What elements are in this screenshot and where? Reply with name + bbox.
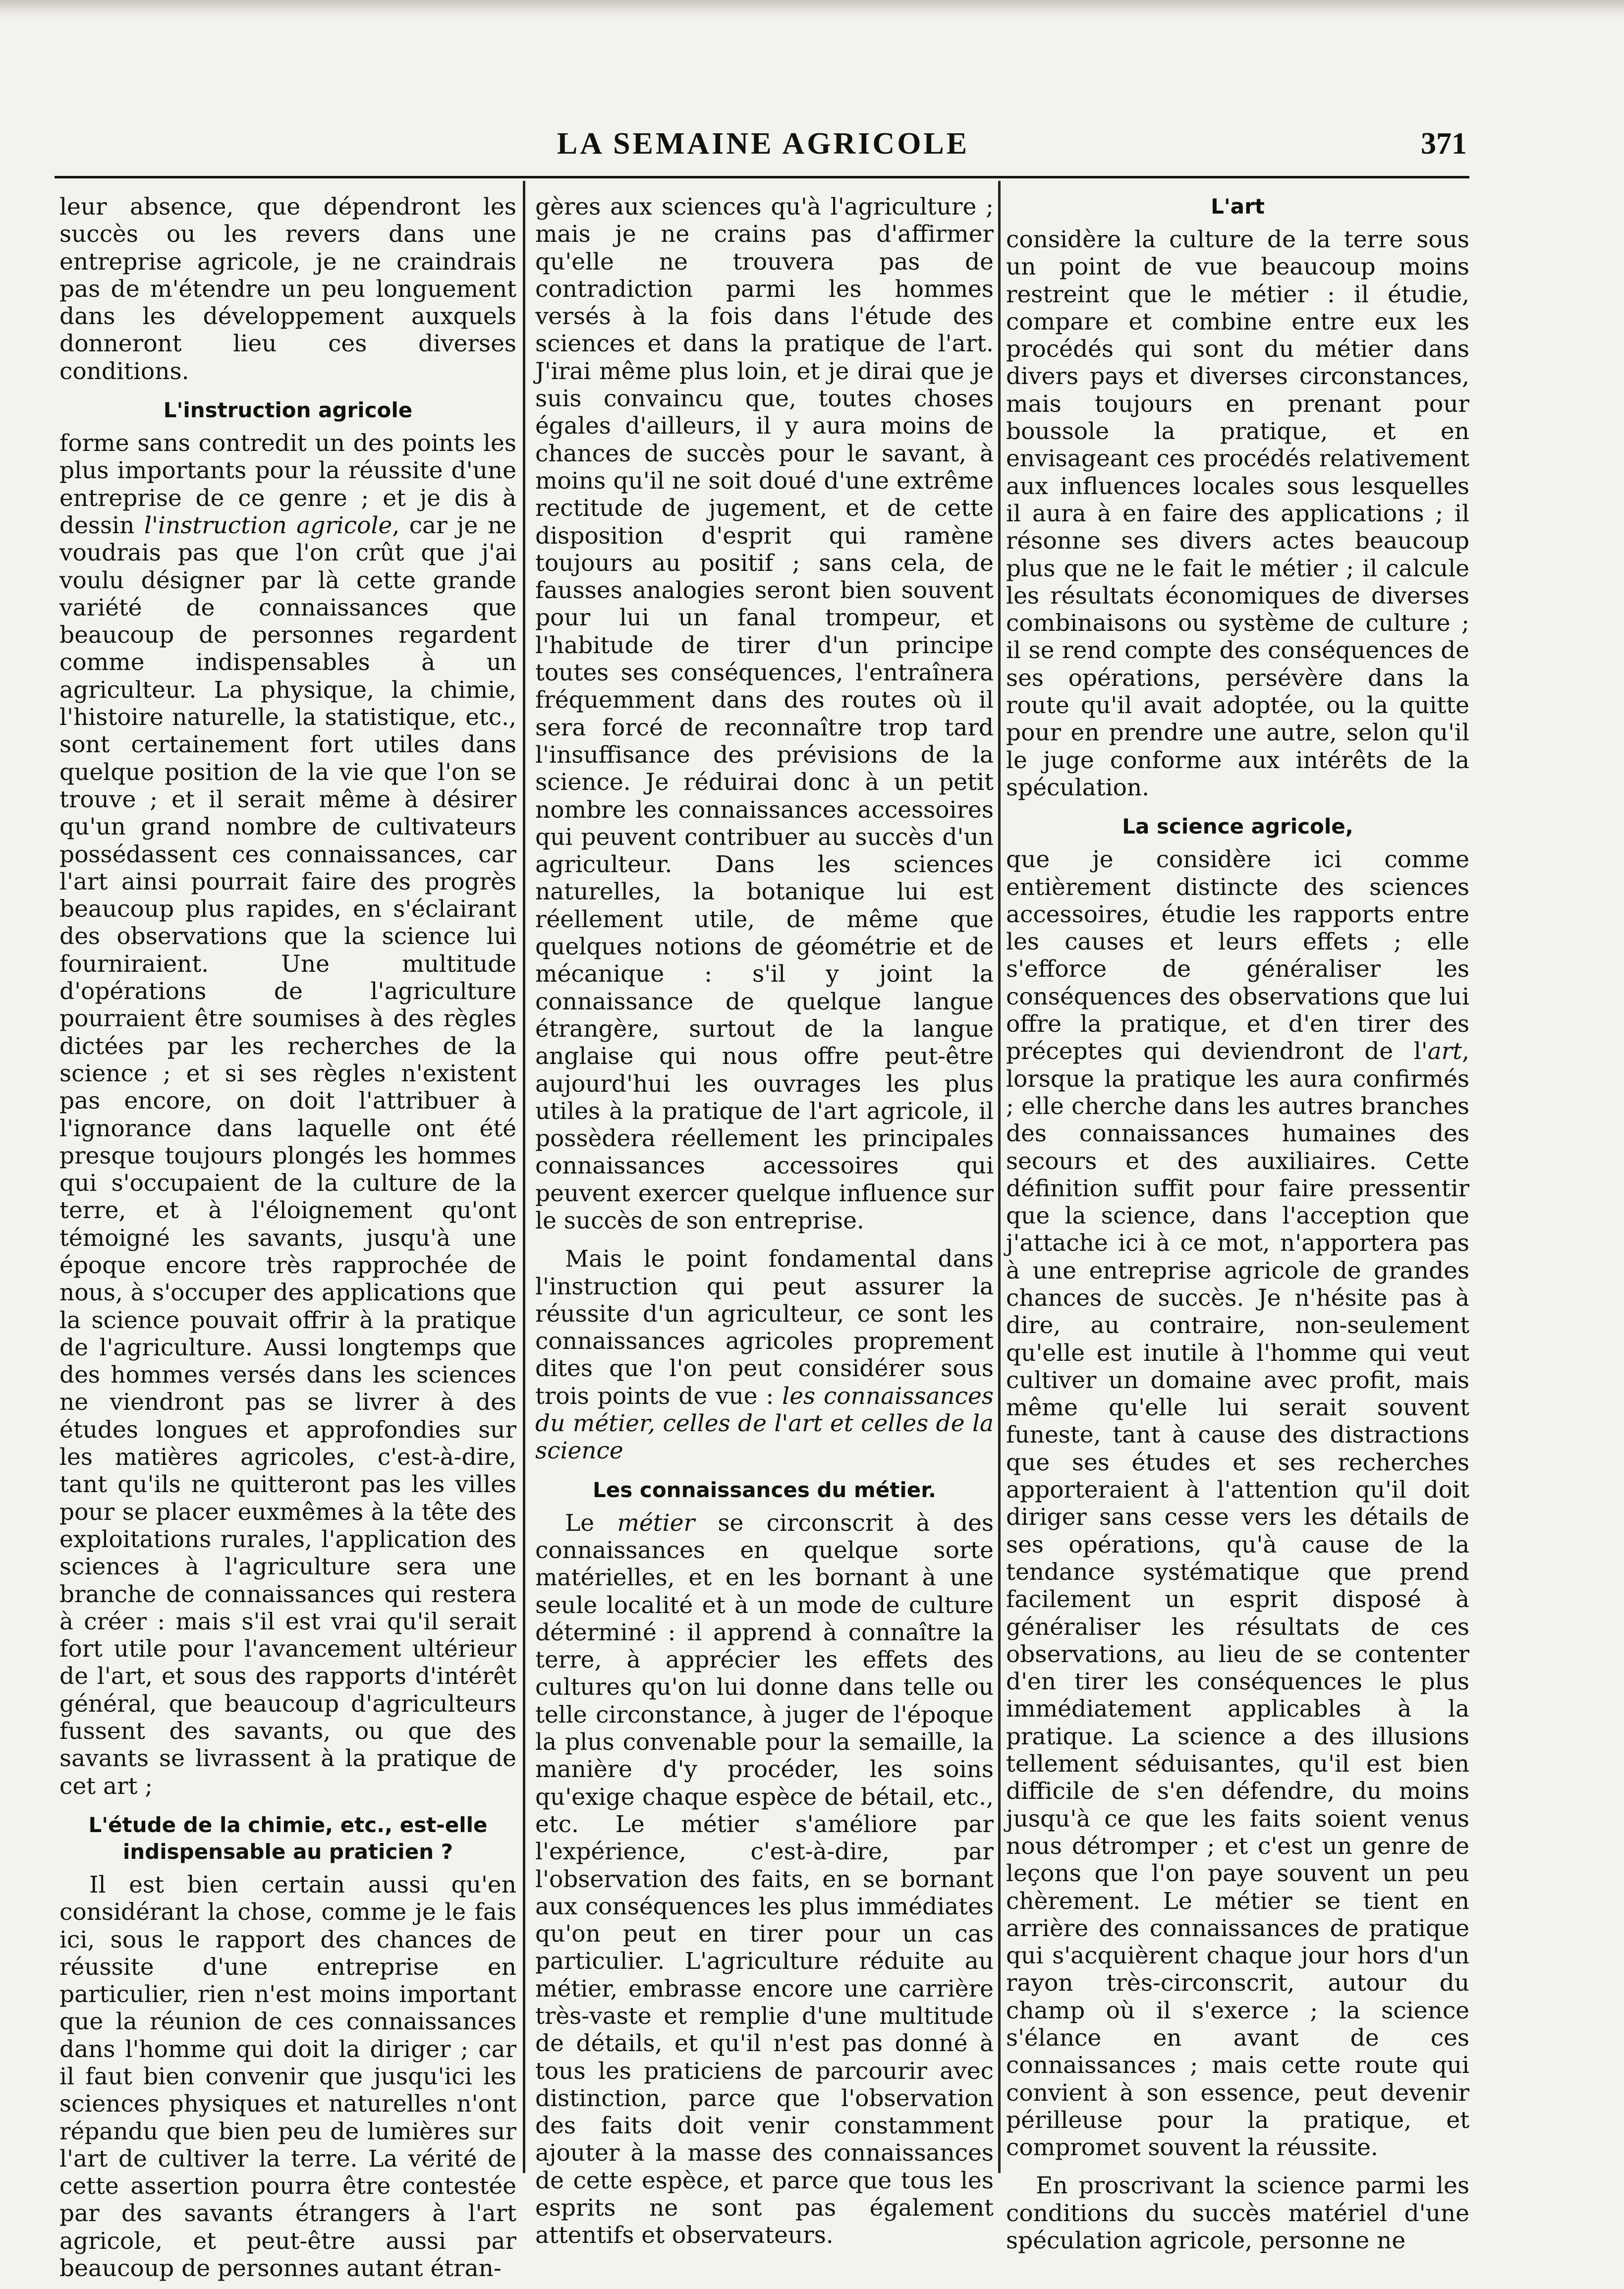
page-number: 371: [1421, 127, 1467, 161]
scan-edge: [0, 0, 1624, 20]
paragraph: leur absence, que dépendront les succès ou les revers dans une entreprise agricole, je ne craindrais pas de m'étendre un peu longuement dans les développement auxquels donneront lieu ces diverses conditions.: [59, 193, 516, 385]
section-heading: L'art: [1211, 194, 1265, 219]
paragraph: gères aux sciences qu'à l'agriculture ; mais je ne crains pas d'affirmer qu'elle ne trouvera pas de contradiction parmi les hommes versés à la fois dans l'étude des sciences et dans la pratique de l'art. J'irai même plus loin, et je dirai que je suis convaincu que, toutes choses égales d'ailleurs, il y aura moins de chances de succès pour le savant, à moins qu'il ne soit doué d'une extrême rectitude de jugement, et de cette disposition d'esprit qui ramène toujours au positif ; sans cela, de fausses analogies seront bien souvent pour lui un fanal trompeur, et l'habitude de tirer d'un principe toutes ses conséquences, l'entraînera fréquemment dans des routes où il sera forcé de reconnaître trop tard l'insuffisance des prévisions de la science. Je réduirai donc à un petit nombre les connaissances accessoires qui peuvent contribuer au succès d'un agriculteur. Dans les sciences naturelles, la botanique lui est réellement utile, de même que quelques notions de géométrie et de mécanique : s'il y joint la connaissance de quelque langue étrangère, surtout de la langue anglaise qui nous offre peut-être aujourd'hui les ouvrages les plus utiles à la pratique de l'art agricole, il possèdera réellement les principales connaissances accessoires qui peuvent exercer quelque influence sur le succès de son entreprise.: [535, 193, 994, 1234]
paragraph: [1006, 846, 1469, 2161]
column-2: [535, 193, 994, 2249]
column-divider: [523, 181, 525, 2173]
text-run: forme sans contredit un des points les plus importants pour la réussite d'une entreprise de ce genre ; et je dis à dessin: [59, 430, 516, 539]
text-run: Mais le point fondamental dans l'instruction qui peut assurer la réussite d'un agriculteur, ce sont les connaissances agricoles proprement dites que l'on peut considérer sous trois points de vue :: [535, 1245, 994, 1410]
italic-text: l'instruction agricole: [144, 511, 392, 539]
text-run: , car je ne voudrais pas que l'on crût que j'ai voulu désigner par là cette grande variété de connaissances que beaucoup de personnes regardent comme indispensables à un agriculteur. La physique, la chimie, l'histoire naturelle, la statistique, etc., sont certainement fort utiles dans quelque position de la vie que l'on se trouve ; et il serait même à désirer qu'un grand nombre de cultivateurs possédassent ces connaissances, car l'art ainsi pourrait faire des progrès beaucoup plus rapides, en s'éclairant des observations que la science lui fourniraient. Une multitude d'opérations de l'agriculture pourraient être soumises à des règles dictées par les recherches de la science ; et si ses règles n'existent pas encore, on doit l'attribuer à l'ignorance dans laquelle ont été presque toujours plongés les hommes qui s'occupaient de la culture de la terre, et à l'éloignement qu'ont témoigné les savants, jusqu'à une époque encore très rapprochée de nous, à s'occuper des applications que la science pouvait offrir à la pratique de l'agriculture. Aussi longtemps que des hommes versés dans les sciences ne viendront pas se livrer à des études longues et approfondies sur les matières agricoles, c'est-à-dire, tant qu'ils ne quitteront pas les villes pour se placer euxmêmes à la tête des exploitations rurales, l'application des sciences à l'agriculture sera une branche de connaissances qui restera à créer : mais s'il est vrai qu'il serait fort utile pour l'avancement ultérieur de l'art, et sous des rapports d'intérêt général, que beaucoup d'agriculteurs fussent des savants, ou que des savants se livrassent à la pratique de cet art ;: [59, 511, 516, 1800]
italic-text: art: [1427, 1038, 1462, 1065]
running-head: [59, 126, 1467, 171]
text-run: Le: [565, 1509, 617, 1537]
italic-text: métier: [617, 1509, 695, 1537]
section-heading: Les connaissances du métier.: [593, 1477, 936, 1502]
section-heading: La science agricole,: [1122, 814, 1353, 839]
italic-text: les connaissances du métier, celles de l'art et celles de la science: [535, 1382, 994, 1465]
column-3: [1006, 193, 1469, 2254]
header-rule: [55, 176, 1469, 178]
text-run: se circonscrit à des connaissances en quelque sorte matérielles, et en les bornant à une seule localité et à un mode de culture déterminé : il apprend à connaître la terre, à apprécier les effets des cultures qu'on lui donne dans telle ou telle circonstance, à juger de l'époque la plus convenable pour la semaille, la manière d'y procéder, les soins qu'exige chaque espèce de bétail, etc., etc. Le métier s'améliore par l'expérience, c'est-à-dire, par l'observation des faits, en se bornant aux conséquences les plus immédiates qu'on peut en tirer pour un cas particulier. L'agriculture réduite au métier, embrasse encore une carrière très-vaste et remplie d'une multitude de détails, et qu'il n'est pas donné à tous les praticiens de parcourir avec distinction, parce que l'observation des faits doit venir constamment ajouter à la masse des connaissances de cette espèce, et parce que tous les esprits ne sont pas également attentifs et observateurs.: [535, 1509, 994, 2249]
column-divider: [998, 181, 1001, 2173]
paragraph: [535, 1245, 994, 1464]
paragraph: En proscrivant la science parmi les conditions du succès matériel d'une spéculation agricole, personne ne: [1006, 2172, 1469, 2255]
paragraph: Il est bien certain aussi qu'en considérant la chose, comme je le fais ici, sous le rapport des chances de réussite d'une entreprise en particulier, rien n'est moins important que la réunion de ces connaissances dans l'homme qui doit la diriger ; car il faut bien convenir que jusqu'ici les sciences physiques et naturelles n'ont répandu que bien peu de lumières sur l'art de cultiver la terre. La vérité de cette assertion pourra être contestée par des savants étrangers à l'art agricole, et peut-être aussi par beaucoup de personnes autant étran-: [59, 1871, 516, 2283]
column-1: [59, 193, 516, 2282]
journal-title: LA SEMAINE AGRICOLE: [557, 127, 970, 161]
text-run: , lorsque la pratique les aura confirmés ; elle cherche dans les autres branches des connaissances humaines des secours et des auxiliaires. Cette définition suffit pour faire pressentir que la science, dans l'acception que j'attache ici à ce mot, n'apportera pas à une entreprise agricole de grandes chances de succès. Je n'hésite pas à dire, au contraire, non-seulement qu'elle est inutile à l'homme qui veut cultiver un domaine avec profit, mais même qu'elle lui serait souvent funeste, tant à cause des distractions que ses études et ses recherches apporteraient à l'attention qu'il doit diriger sans cesse vers les détails de ses opérations, qu'à cause de la tendance systématique que prend facilement un esprit disposé à généraliser les résultats de ces observations, au lieu de se contenter d'en tirer les conséquences le plus immédiatement applicables à la pratique. La science a des illusions tellement séduisantes, qu'il est bien difficile de s'en défendre, du moins jusqu'à ce que les faits soient venus nous détromper ; et c'est un genre de leçons que l'on paye souvent un peu chèrement. Le métier se tient en arrière des connaissances de pratique qui s'acquièrent chaque jour hors d'un rayon très-circonscrit, autour du champ où il s'exerce ; la science s'élance en avant de ces connaissances ; mais cette route qui convient à son essence, peut devenir périlleuse pour la pratique, et compromet souvent la réussite.: [1006, 1038, 1469, 2162]
paragraph: [59, 430, 516, 1800]
text-run: que je considère ici comme entièrement distincte des sciences accessoires, étudie les rapports entre les causes et leurs effets ; elle s'efforce de généraliser les conséquences des observations que lui offre la pratique, et d'en tirer des préceptes qui deviendront de l': [1006, 846, 1469, 1065]
paragraph: considère la culture de la terre sous un point de vue beaucoup moins restreint que le métier : il étudie, compare et combine entre eux les procédés qui sont du métier dans divers pays et diverses circonstances, mais toujours en prenant pour boussole la pratique, et en envisageant ces procédés relativement aux influences locales sous lesquelles il aura à en faire des applications ; il résonne ses divers actes beaucoup plus que ne le fait le métier ; il calcule les résultats économiques de diverses combinaisons ou système de culture ; il se rend compte des conséquences de ses opérations, persévère dans la route qu'il avait adoptée, ou la quitte pour en prendre une autre, selon qu'il le juge conforme aux intérêts de la spéculation.: [1006, 226, 1469, 801]
section-heading: L'étude de la chimie, etc., est-elle indispensable au praticien ?: [88, 1812, 488, 1864]
paragraph: [535, 1509, 994, 2249]
section-heading: L'instruction agricole: [163, 398, 413, 423]
